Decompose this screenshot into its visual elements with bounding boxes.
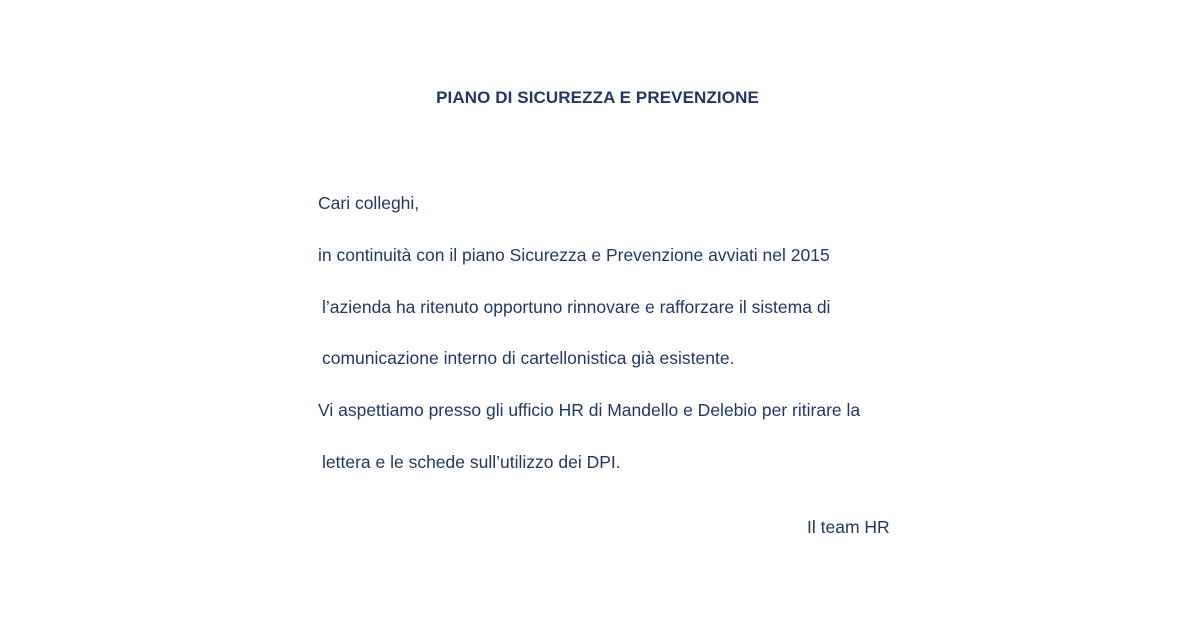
greeting-line: Cari colleghi,: [318, 193, 420, 213]
signature: Il team HR: [807, 517, 890, 537]
body-line-4: Vi aspettiamo presso gli ufficio HR di Mandello e Delebio per ritirare la: [318, 400, 861, 420]
document-title: PIANO DI SICUREZZA E PREVENZIONE: [436, 88, 759, 107]
body-line-5: lettera e le schede sull’utilizzo dei DPI.: [322, 452, 621, 472]
body-line-3: comunicazione interno di cartellonistica già esistente.: [322, 348, 735, 368]
body-line-1: in continuità con il piano Sicurezza e Prevenzione avviati nel 2015: [318, 245, 830, 265]
body-line-2: l’azienda ha ritenuto opportuno rinnovare e rafforzare il sistema di: [322, 297, 831, 317]
